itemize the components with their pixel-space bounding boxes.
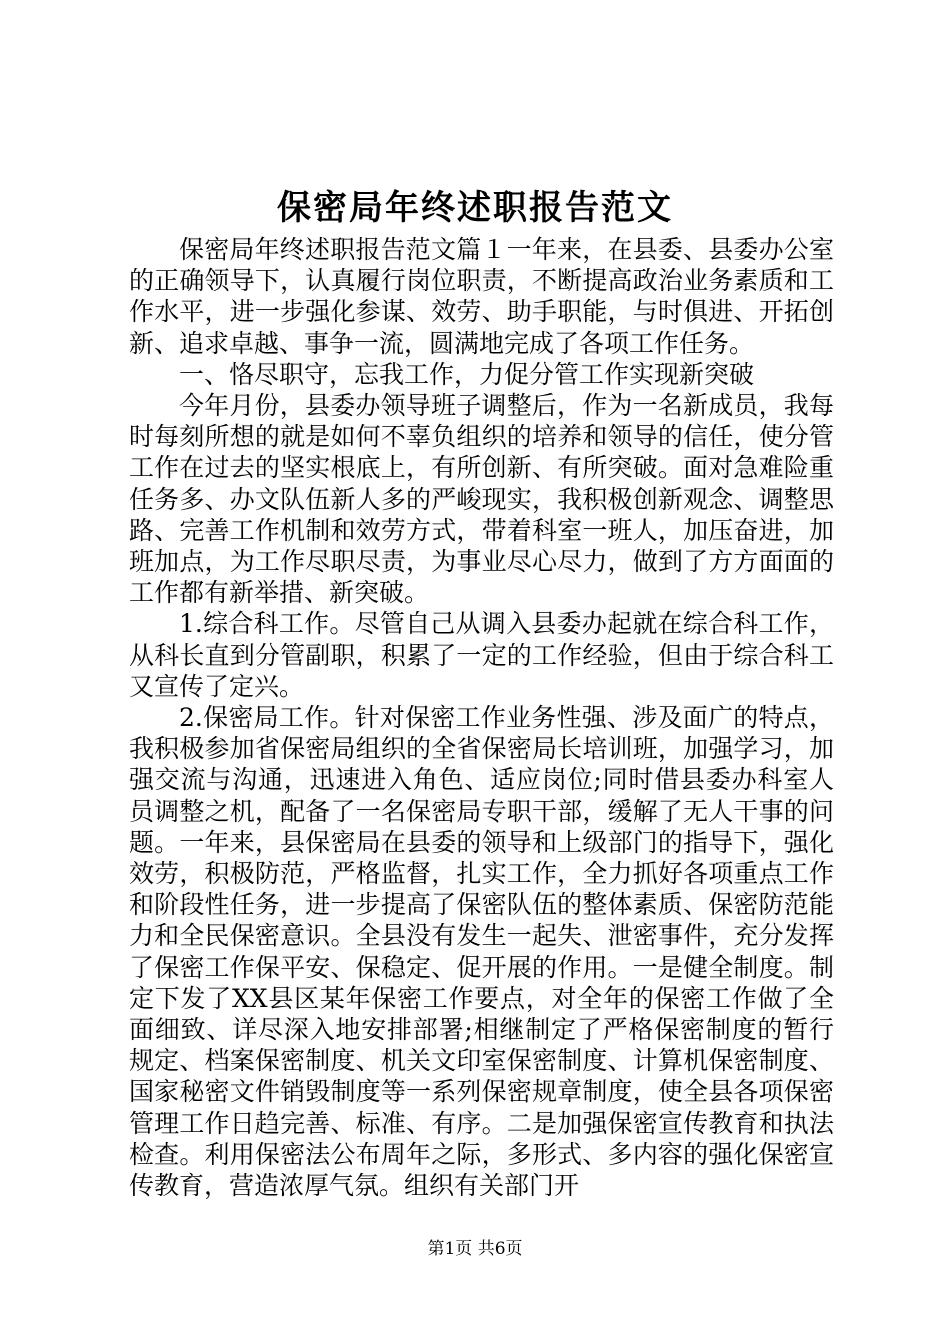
document-body [129,234,834,1201]
document-title: 保密局年终述职报告范文 [277,188,673,228]
paragraph-intro: 保密局年终述职报告范文篇１一年来，在县委、县委办公室的正确领导下，认真履行岗位职责，不断提高政治业务素质和工作水平，进一步强化参谋、效劳、助手职能，与时俱进、开拓创新、追求卓越、事争一流，圆满地完成了各项工作任务。 [129,235,834,358]
paragraph-item-1: 1.综合科工作。尽管自己从调入县委办起就在综合科工作，从科长直到分管副职，积累了一定的工作经验，但由于综合科工又宣传了定兴。 [129,609,834,701]
paragraph-section-heading: 一、恪尽职守，忘我工作，力促分管工作实现新突破 [179,359,755,389]
paragraph-overview: 今年月份，县委办领导班子调整后，作为一名新成员，我每时每刻所想的就是如何不辜负组织的培养和领导的信任，使分管工作在过去的坚实根底上，有所创新、有所突破。面对急难险重任务多、办文队伍新人多的严峻现实，我积极创新观念、调整思路、完善工作机制和效劳方式，带着科室一班人，加压奋进，加班加点，为工作尽职尽责，为事业尽心尽力，做到了方方面面的工作都有新举措、新突破。 [129,391,834,608]
page-footer: 第1页 共6页 [427,1239,523,1259]
paragraph-item-2: 2.保密局工作。针对保密工作业务性强、涉及面广的特点，我积极参加省保密局组织的全省保密局长培训班，加强学习，加强交流与沟通，迅速进入角色、适应岗位;同时借县委办科室人员调整之机，配备了一名保密局专职干部，缓解了无人干事的问题。一年来，县保密局在县委的领导和上级部门的指导下，强化效劳，积极防范，严格监督，扎实工作，全力抓好各项重点工作和阶段性任务，进一步提高了保密队伍的整体素质、保密防范能力和全民保密意识。全县没有发生一起失、泄密事件，充分发挥了保密工作保平安、保稳定、促开展的作用。一是健全制度。制定下发了XX县区某年保密工作要点，对全年的保密工作做了全面细致、详尽深入地安排部署;相继制定了严格保密制度的暂行规定、档案保密制度、机关文印室保密制度、计算机保密制度、国家秘密文件销毁制度等一系列保密规章制度，使全县各项保密管理工作日趋完善、标准、有序。二是加强保密宣传教育和执法检查。利用保密法公布周年之际，多形式、多内容的强化保密宣传教育，营造浓厚气氛。组织有关部门开 [129,703,834,1201]
